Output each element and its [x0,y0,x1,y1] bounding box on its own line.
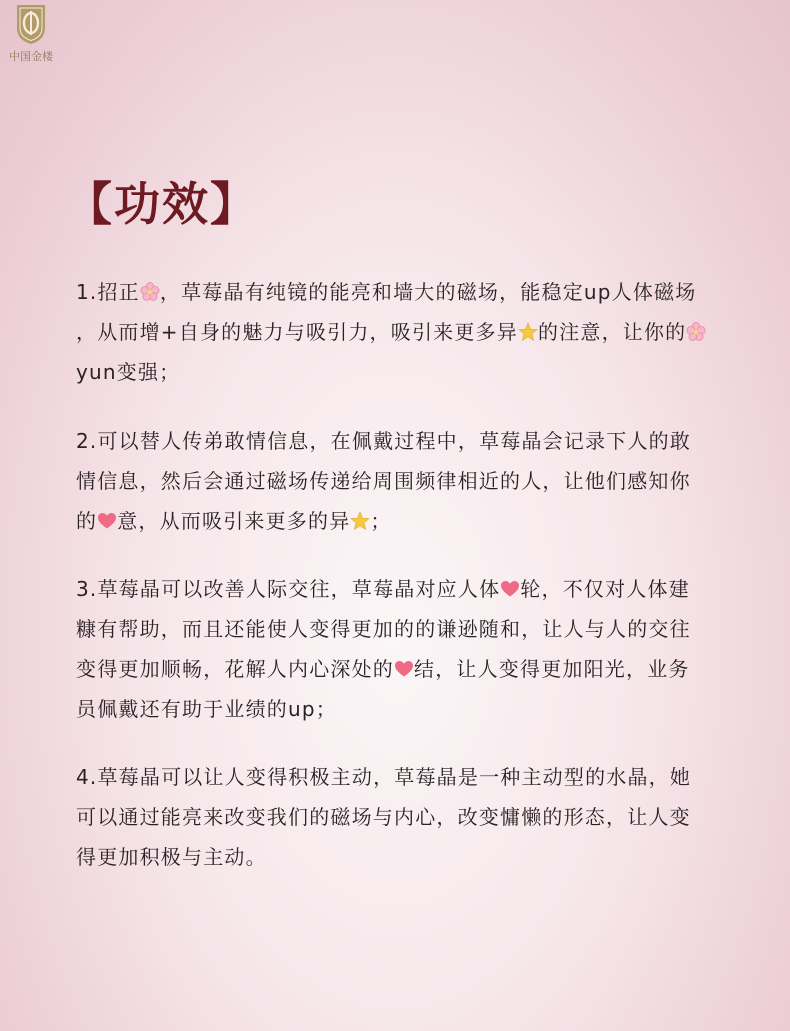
paragraph-4-line-2: 可以通过能亮来改变我们的磁场与内心，改变慵懒的形态，让人变 [76,805,691,829]
paragraph-3-line-3: 变得更加顺畅，花解人内心深处的 结，让人变得更加阳光，业务 [76,657,690,681]
paragraph-4 [76,757,736,877]
paragraph-1-line-3: yun变强； [76,360,181,384]
paragraph-4-line-1: 4.草莓晶可以让人变得积极主动，草莓晶是一种主动型的水晶，她 [76,765,692,789]
page-title: 【功效】 [66,177,258,231]
paragraph-2-line-3: 的 意，从而吸引来更多的异 ； [76,509,392,533]
cherry-blossom-icon [140,282,160,302]
cherry-blossom-icon [686,322,706,342]
paragraph-4-line-3: 得更加积极与主动。 [76,845,267,869]
paragraph-1 [76,272,736,392]
paragraph-2-line-1: 2.可以替人传弟敢情信息，在佩戴过程中，草莓晶会记录下人的敢 [76,429,692,453]
heart-icon [394,659,414,679]
star-icon [518,322,538,342]
paragraph-2-line-2: 情信息，然后会通过磁场传递给周围频律相近的人，让他们感知你 [76,469,691,493]
brand-name: 中国金楼 [9,50,53,63]
paragraph-3-line-1: 3.草莓晶可以改善人际交往，草莓晶对应人体 轮，不仅对人体建 [76,577,690,601]
heart-icon [500,579,520,599]
heart-icon [97,511,117,531]
shield-monogram-icon [13,2,49,46]
paragraph-1-line-2: ，从而增+自身的魅力与吸引力，吸引来更多异 的注意，让你的 [76,312,736,352]
brand-logo [4,2,58,64]
paragraph-3 [76,569,736,729]
paragraph-3-line-2: 糠有帮助，而且还能使人变得更加的的谦逊随和，让人与人的交往 [76,617,691,641]
paragraph-1-line-1: 1.招正 ，草莓晶有纯镜的能亮和墙大的磁场，能稳定up人体磁场 [76,280,697,304]
star-icon [350,511,370,531]
paragraph-2 [76,421,736,541]
paragraph-3-line-4: 员佩戴还有助于业绩的up； [76,697,337,721]
